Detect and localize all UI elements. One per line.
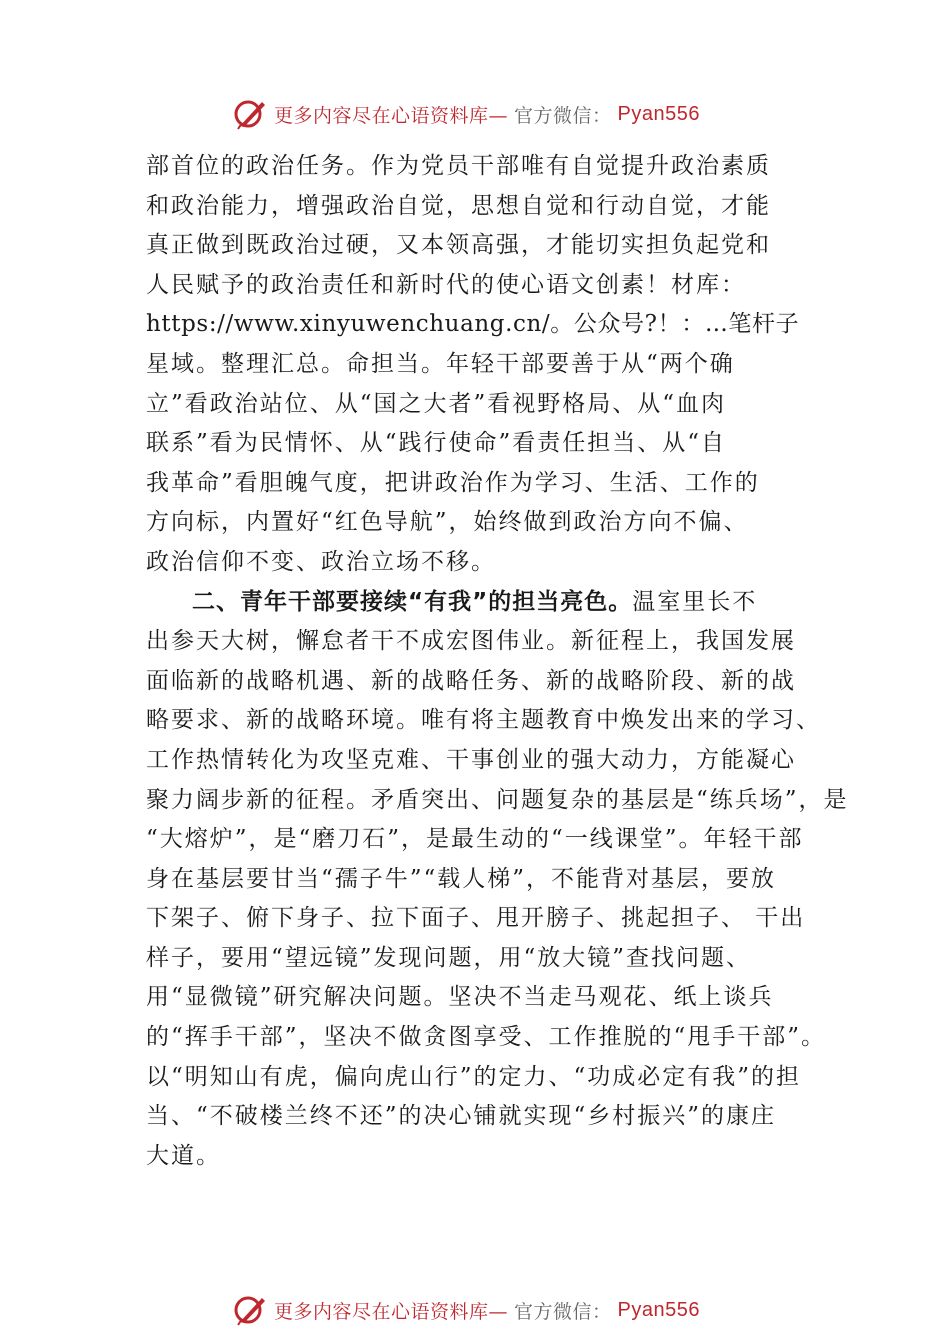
text-line: 身在基层要甘当“孺子牛”“载人梯”，不能背对基层，要放 (146, 865, 777, 892)
header-wechat-id: Pyan556 (617, 102, 700, 125)
footer-banner (232, 1290, 752, 1330)
text-line: 出参天大树，懈怠者干不成宏图伟业。新征程上，我国发展 (146, 628, 796, 655)
text-line: “大熔炉”，是“磨刀石”，是最生动的“一线课堂”。年轻干部 (146, 826, 804, 853)
text-line: 略要求、新的战略环境。唯有将主题教育中焕发出来的学习、 (146, 707, 821, 734)
text-line: 政治信仰不变、政治立场不移。 (146, 548, 496, 575)
quill-logo-icon (232, 1292, 268, 1328)
text-line: 下架子、俯下身子、拉下面子、甩开膀子、挑起担子、 干出 (146, 905, 806, 932)
text-line: 样子，要用“望远镜”发现问题，用“放大镜”查找问题、 (146, 944, 752, 971)
text-line: 大道。 (146, 1142, 221, 1169)
header-banner-text: 更多内容尽在心语资料库— (274, 104, 509, 127)
header-wechat-label: 官方微信： (514, 104, 612, 127)
text-line: 联系”看为民情怀、从“践行使命”看责任担当、从“自 (146, 430, 727, 457)
document-body (146, 147, 849, 1176)
footer-wechat-id: Pyan556 (617, 1298, 700, 1321)
footer-banner-text: 更多内容尽在心语资料库— (274, 1300, 509, 1323)
section-2 (146, 583, 849, 1177)
section-2-first-line-text: 温室里长不 (632, 588, 758, 615)
text-line: 当、“不破楼兰终不还”的决心铺就实现“乡村振兴”的康庄 (146, 1103, 777, 1130)
text-line: 我革命”看胆魄气度，把讲政治作为学习、生活、工作的 (146, 469, 760, 496)
section-2-first-line (146, 583, 826, 623)
text-line: 立”看政治站位、从“国之大者”看视野格局、从“血肉 (146, 390, 727, 417)
section-2-heading: 二、青年干部要接续“有我”的担当亮色。 (192, 588, 633, 615)
text-line: 面临新的战略机遇、新的战略任务、新的战略阶段、新的战 (146, 667, 796, 694)
text-line: 星域。整理汇总。命担当。年轻干部要善于从“两个确 (146, 350, 735, 377)
text-line: 用“显微镜”研究解决问题。坚决不当走马观花、纸上谈兵 (146, 984, 774, 1011)
text-line: 部首位的政治任务。作为党员干部唯有自觉提升政治素质 (146, 153, 771, 179)
text-line: 聚力阔步新的征程。矛盾突出、问题复杂的基层是“练兵场”，是 (146, 786, 849, 813)
footer-wechat-label: 官方微信： (514, 1300, 612, 1323)
text-line: 以“明知山有虎，偏向虎山行”的定力、“功成必定有我”的担 (146, 1063, 802, 1090)
text-line: 方向标，内置好“红色导航”，始终做到政治方向不偏、 (146, 509, 749, 536)
paragraph-1 (146, 147, 826, 583)
header-banner (232, 94, 752, 134)
text-line-url: https://www.xinyuwenchuang.cn/。公众号?！：…笔杆子 (146, 311, 800, 338)
text-line: 的“挥手干部”，坚决不做贪图享受、工作推脱的“甩手干部”。 (146, 1024, 827, 1051)
quill-logo-icon (232, 96, 268, 132)
text-line: 和政治能力，增强政治自觉，思想自觉和行动自觉，才能 (146, 192, 771, 219)
text-line: 人民赋予的政治责任和新时代的使心语文创素！材库： (146, 271, 746, 298)
text-line: 工作热情转化为攻坚克难、干事创业的强大动力，方能凝心 (146, 746, 796, 773)
text-line: 真正做到既政治过硬，又本领高强，才能切实担负起党和 (146, 232, 771, 259)
